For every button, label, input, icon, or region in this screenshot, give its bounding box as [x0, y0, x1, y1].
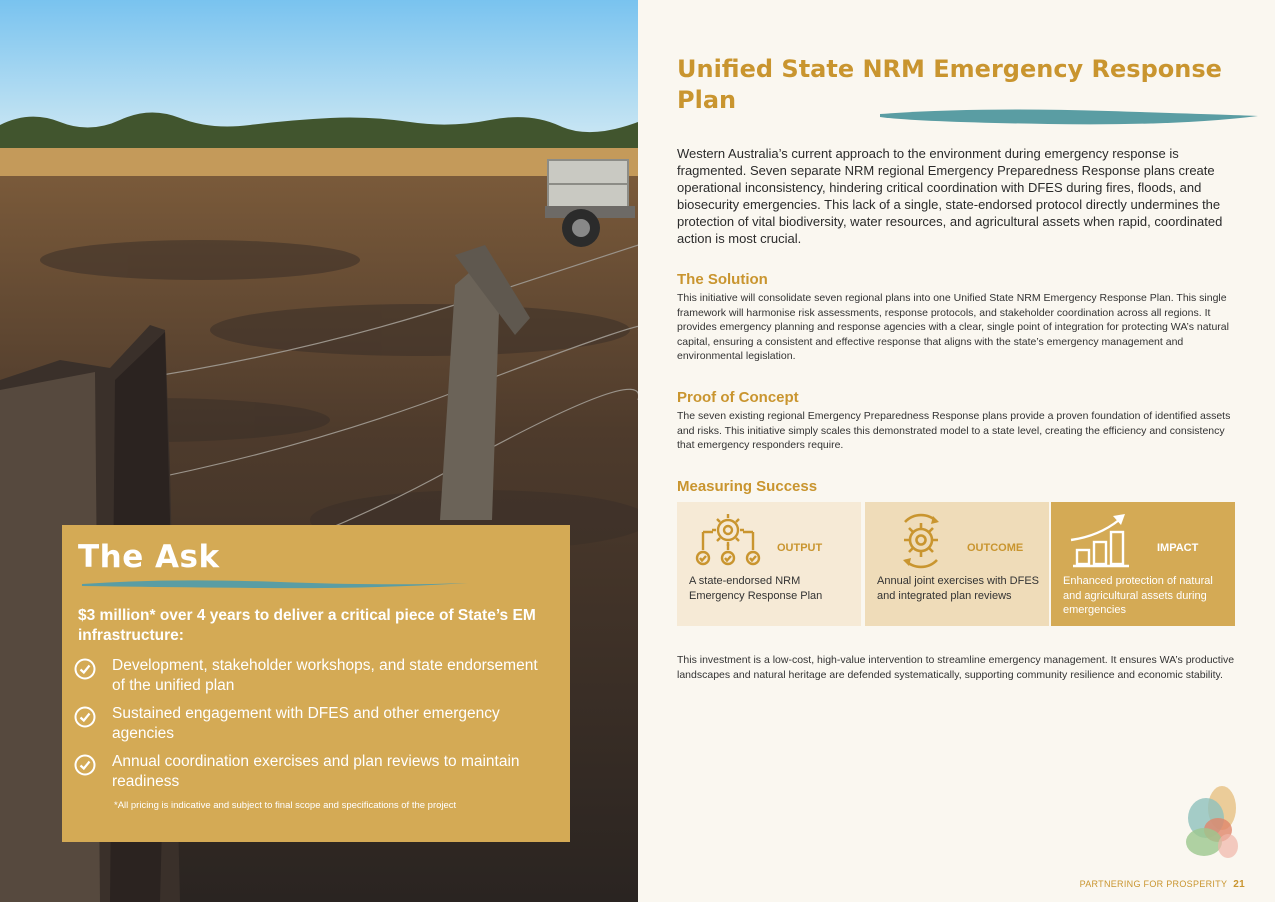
brush-stroke-decoration	[80, 577, 470, 591]
ask-item-text: Development, stakeholder workshops, and state endorsement of the unified plan	[112, 657, 538, 695]
card-text: A state-endorsed NRM Emergency Response Plan	[689, 575, 823, 602]
ask-item-text: Sustained engagement with DFES and other emergency agencies	[112, 705, 500, 743]
success-cards	[677, 502, 1237, 626]
card-label: OUTPUT	[777, 542, 823, 554]
page-number: 21	[1233, 879, 1245, 890]
gear-cycle-icon	[877, 510, 957, 572]
output-card	[677, 502, 861, 626]
intro-paragraph: Western Australia’s current approach to the environment during emergency response is fragmented. Seven separate NRM regional Emergency Preparedness Response plans create operational inconsistency, hindering critical coordination with DFES during fires, floods, and biosecurity emergencies. This lack of a single, state-endorsed protocol directly undermines the protection of vital biodiversity, water resources, and agricultural assets when rapid, coordinated action is most crucial.	[677, 146, 1223, 246]
card-text: Enhanced protection of natural and agricultural assets during emergencies	[1063, 575, 1213, 616]
solution-heading: The Solution	[677, 271, 768, 288]
growth-chart-icon	[1063, 510, 1143, 572]
closing-paragraph: This investment is a low-cost, high-value intervention to streamline emergency management. It ensures WA’s productive landscapes and natural heritage are defended systematically, supporting community resilience and economic stability.	[677, 654, 1235, 681]
outcome-card	[865, 502, 1049, 626]
organisation-logo	[1176, 780, 1246, 866]
page-title: Unified State NRM Emergency Response Plan	[677, 55, 1222, 114]
list-item	[78, 704, 554, 744]
gear-checklist-icon	[689, 510, 769, 572]
ask-funding-statement: $3 million* over 4 years to deliver a critical piece of State’s EM infrastructure:	[78, 607, 536, 645]
check-circle-icon	[74, 706, 96, 728]
pricing-footnote: *All pricing is indicative and subject to final scope and specifications of the project	[114, 800, 457, 812]
list-item	[78, 752, 554, 792]
ask-title: The Ask	[78, 539, 220, 575]
proof-paragraph: The seven existing regional Emergency Preparedness Response plans provide a proven foundation of identified assets and risks. This initiative simply scales this demonstrated model to a state level, creating the efficiency and consistency that emergency responders require.	[677, 410, 1231, 451]
impact-card	[1051, 502, 1235, 626]
proof-heading: Proof of Concept	[677, 389, 799, 406]
the-ask-panel	[62, 525, 570, 842]
card-text: Annual joint exercises with DFES and integrated plan reviews	[877, 575, 1040, 602]
ask-list	[78, 656, 554, 792]
card-label: OUTCOME	[967, 542, 1024, 554]
ask-item-text: Annual coordination exercises and plan reviews to maintain readiness	[112, 753, 520, 791]
page-footer	[1080, 879, 1245, 890]
check-circle-icon	[74, 754, 96, 776]
card-label: IMPACT	[1157, 542, 1199, 554]
footer-tagline: PARTNERING FOR PROSPERITY	[1079, 879, 1228, 889]
check-circle-icon	[74, 658, 96, 680]
brush-stroke-decoration	[878, 106, 1260, 128]
list-item	[78, 656, 554, 696]
measuring-heading: Measuring Success	[677, 478, 818, 495]
solution-paragraph: This initiative will consolidate seven regional plans into one Unified State NRM Emergency Response Plan. This single framework will harmonise risk assessments, response protocols, and stakeholder coordination across all regions. It provides emergency planning and response agencies with a clear, single point of integration for protecting WA’s natural capital, ensuring a consistent and effective response that aligns with the state’s emergency management and environmental legislation.	[677, 292, 1229, 362]
